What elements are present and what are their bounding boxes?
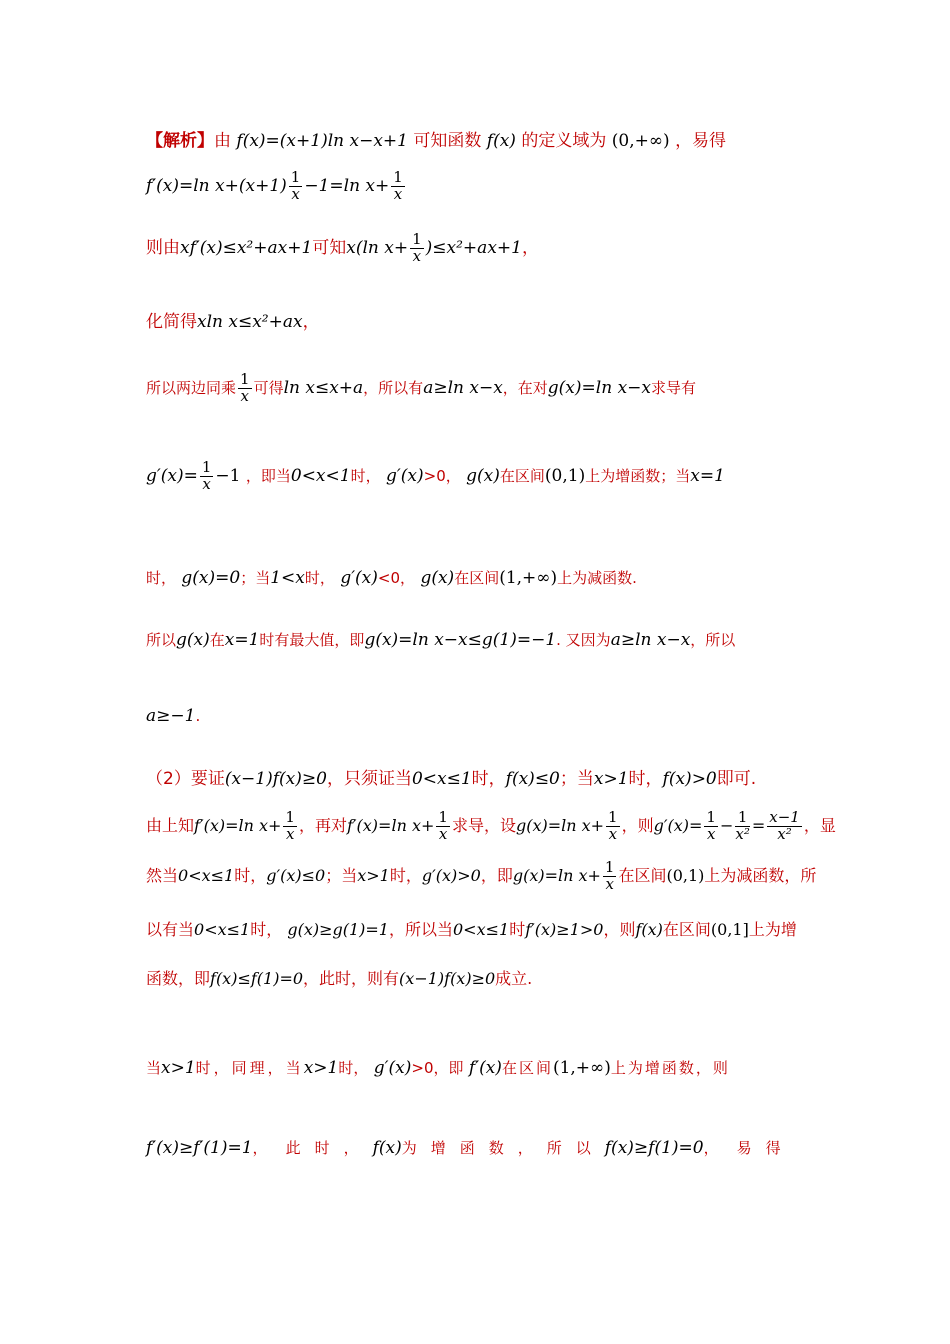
formula: f(x) [486,131,516,151]
text: 上为增函数；当 [585,466,691,485]
text: （2）要证 [146,769,225,789]
formula: (1,+∞) [499,568,558,588]
text: 时， [234,865,267,885]
formula: a≥−1 [146,706,196,726]
text: 可知函数 [413,131,482,151]
formula: f(x)≤0 [505,769,560,789]
line-13 [146,922,797,938]
text: ，所以 [690,631,736,649]
formula: f(x) [372,1138,402,1158]
text: 可知 [312,237,347,258]
formula: 0<x≤1 [411,769,472,789]
fraction: $\frac{1}{\text{x²}}$ [735,808,750,843]
text: 时， [628,769,663,789]
text: 上为减函数. [557,569,637,587]
text: >0， [423,466,461,485]
text: 以有当 [146,920,195,939]
text: 在区间 [454,569,500,587]
text: 则由 [146,237,180,258]
formula: (0,+∞) [611,131,670,151]
text: ，再对 [298,815,347,835]
text: 时， [304,569,335,587]
text: 当 [146,1059,162,1077]
formula: g(x)=ln x−x [547,377,651,398]
formula: x=1 [224,630,260,650]
text: ，此时，则有 [303,969,400,988]
formula: f′(x)≥1>0 [525,920,604,939]
formula: g′(x) [373,1058,412,1078]
fraction: $\frac{1}{x}$ [412,230,422,265]
line-9 [146,708,200,725]
formula: f′(x)=ln x+ [194,815,282,835]
text: 然当 [146,865,179,885]
text: 时， [350,466,381,485]
formula: 1<x [270,568,305,588]
fraction: $\frac{1}{x}$ [201,458,212,493]
text: 可得 [253,378,284,397]
text: 所以 [146,631,177,649]
formula: g(x) [420,568,455,588]
formula: g(x) [466,465,500,486]
line-15 [146,1060,730,1077]
text: ，易得 [675,131,727,151]
text: ；当 [240,569,271,587]
text: 即可. [716,769,757,789]
text: 时，同理，当 [195,1059,304,1077]
text: ，即 [433,1059,464,1077]
formula: (1,+∞) [552,1058,611,1078]
formula: g(x)=ln x+ [515,815,605,835]
formula: a≥ln x−x [610,630,691,650]
line-5 [146,372,696,405]
fraction: $\frac{1}{x}$ [608,808,618,843]
fraction: $\frac{1}{x}$ [604,858,615,893]
text: 上为减函数，所 [704,865,817,885]
formula: 0<x≤1 [453,920,510,939]
text: 函数，即 [146,969,211,988]
line-2 [146,170,407,203]
text: ，则 [603,920,636,939]
line-14 [146,971,532,987]
text: 的定义域为 [521,131,607,151]
formula: f(x)>0 [662,769,717,789]
formula: x>1 [593,769,629,789]
formula: x>1 [161,1058,196,1078]
formula: −1=ln x+ [304,175,390,196]
formula: x>1 [303,1058,339,1078]
line-6 [146,460,725,493]
text: 时 [509,920,526,939]
formula: f′(x) [468,1058,502,1078]
formula: f(x)=(x+1)ln x−x+1 [236,131,408,151]
fraction: $\frac{1}{x}$ [240,370,250,405]
text: 时， [146,569,177,587]
text: 由上知 [146,815,195,835]
formula: g′(x) [340,568,378,588]
text: 在区间 [618,865,667,885]
formula: g(x)≥g(1)=1 [287,920,389,939]
formula: f(x)≥f(1)=0 [604,1138,704,1158]
fraction: $\frac{1}{x}$ [393,168,403,203]
text: ， [703,1139,719,1157]
line-11 [146,810,836,843]
text: ， [521,237,539,258]
formula: g′(x)= [146,465,198,486]
text: 时， [250,920,283,939]
formula: f(x) [635,920,663,939]
formula: a≥ln x−x [423,377,503,398]
line-12 [146,860,816,893]
text: 易得 [736,1139,795,1157]
text: ，即当 [245,466,291,485]
text: ，即 [480,865,513,885]
text: <0， [377,569,416,587]
text: 上为增函数，则 [610,1059,730,1077]
formula: f′(x)=ln x+ [346,815,435,835]
text: 时， [389,865,422,885]
formula: g(x) [176,630,210,650]
formula: f(x)≤f(1)=0 [210,969,304,988]
formula: (0,1] [710,920,749,939]
text: 求导有 [650,378,696,397]
line-4 [146,314,320,331]
formula: g′(x)>0 [421,865,481,885]
text: . [195,707,201,725]
fraction: $\frac{1}{x}$ [438,808,448,843]
text: 化简得 [146,312,197,332]
formula: 0<x≤1 [178,865,235,885]
formula: g′(x)= [653,815,703,835]
text: >0 [411,1059,434,1077]
formula: xf′(x)≤x²+ax+1 [180,237,313,258]
fraction: $\frac{1}{x}$ [290,168,301,203]
text: 成立. [495,969,533,988]
formula: −1 [215,465,241,486]
text: ；当 [325,865,358,885]
text: 时， [471,769,506,789]
formula: (0,1) [544,465,586,486]
formula: x(ln x+ [346,237,409,258]
line-7 [146,570,637,587]
formula: g′(x)≤0 [266,865,326,885]
formula: x=1 [690,465,725,486]
text: 在区间 [499,466,545,485]
text: ，则 [621,815,654,835]
text: 求导，设 [451,815,516,835]
text: ，在对 [502,378,548,397]
text: ， [302,312,320,332]
formula: 0<x≤1 [194,920,251,939]
formula: f′(x)≥f′(1)=1 [146,1138,253,1158]
formula: x>1 [357,865,390,885]
text: ，所以当 [388,920,453,939]
line-10 [146,771,756,788]
text: 所以 [546,1139,605,1157]
text: 此时， [285,1139,373,1157]
line-8 [146,632,735,649]
formula: g(x)=0 [181,568,241,588]
fraction: $\frac{1}{x}$ [285,808,295,843]
fraction: $\frac{1}{x}$ [706,808,716,843]
formula: xln x≤x²+ax [197,312,303,332]
line-3 [146,232,539,265]
text: . 又因为 [556,631,611,649]
text: 由 [214,131,231,151]
text: 在 [209,631,225,649]
formula: = [751,815,766,835]
text: ，显 [803,815,836,835]
text: 时有最大值，即 [259,631,365,649]
text: ；当 [559,769,594,789]
formula: − [719,815,734,835]
formula: f′(x)=ln x+(x+1) [146,175,287,196]
formula: 0<x<1 [290,465,351,486]
formula: (x−1)f(x)≥0 [224,769,327,789]
formula: )≤x²+ax+1 [425,237,522,258]
formula: (0,1) [666,865,705,885]
text: 在区间 [662,920,711,939]
formula: g′(x) [386,465,424,486]
fraction: $\frac{x-1}{\text{x²}}$ [769,808,800,843]
text: ， [252,1139,268,1157]
formula: ln x≤x+a [283,377,364,398]
line-1 [146,133,726,150]
formula: g(x)=ln x−x≤g(1)=−1 [364,630,557,650]
text: 为增函数， [401,1139,547,1157]
formula: g(x)=ln x+ [512,865,601,885]
text: 上为增 [748,920,797,939]
analysis-label: 【解析】 [146,131,214,151]
text: 所以两边同乘 [146,378,237,397]
text: 时， [338,1059,369,1077]
text: ，只须证当 [326,769,412,789]
text: 在区间 [501,1059,553,1077]
line-16 [146,1140,795,1157]
text: ，所以有 [363,378,424,397]
formula: (x−1)f(x)≥0 [399,969,496,988]
